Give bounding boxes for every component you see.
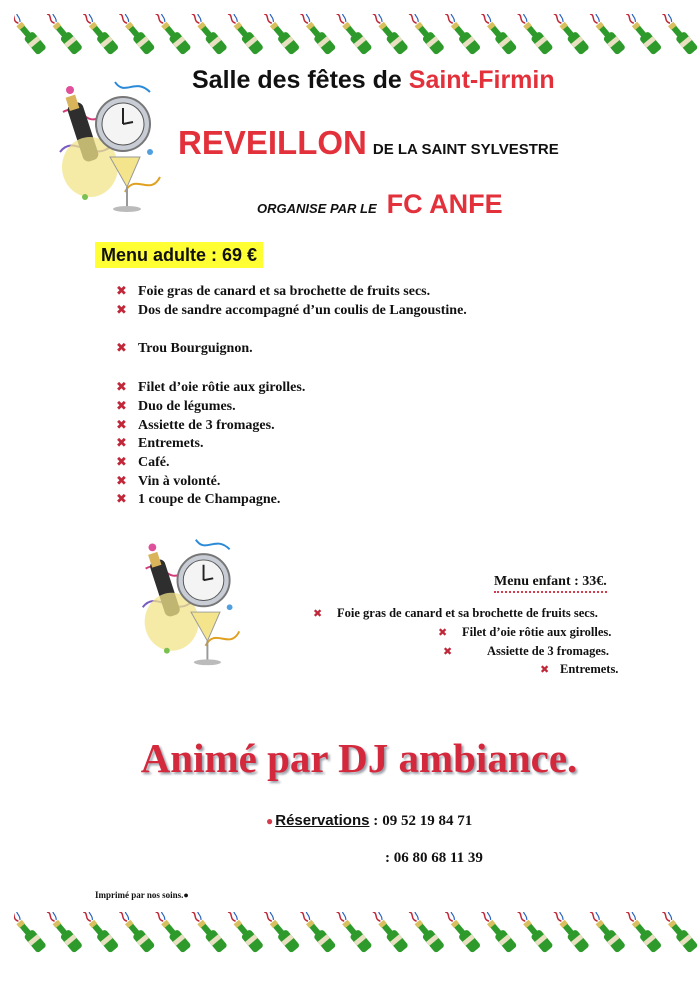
red-cross-icon: ✖ (116, 284, 127, 299)
champagne-bottle-icon (223, 14, 264, 55)
organizer-name: FC ANFE (386, 189, 503, 219)
child-menu-title: Menu enfant : 33€. (494, 574, 607, 593)
red-cross-icon: ✖ (116, 398, 127, 414)
red-cross-icon: ✖ (116, 380, 127, 396)
champagne-bottle-icon (585, 14, 626, 55)
champagne-bottle-icon (549, 912, 590, 953)
event-title-big: REVEILLON (178, 124, 367, 161)
champagne-bottle-icon (513, 14, 554, 55)
champagne-bottle-icon (585, 912, 626, 953)
list-item: ✖ Assiette de 3 fromages. (443, 644, 609, 658)
champagne-bottle-icon (79, 912, 120, 953)
champagne-bottle-icon (368, 912, 409, 953)
list-item: ✖ Foie gras de canard et sa brochette de fruits secs. (313, 606, 598, 620)
red-cross-icon: ✖ (116, 473, 127, 489)
champagne-bottle-icon (260, 912, 301, 953)
bullet-dot-icon: ● (266, 814, 274, 828)
champagne-bottle-icon (477, 14, 518, 55)
champagne-bottle-icon (42, 912, 83, 953)
champagne-bottle-icon-row (14, 14, 700, 60)
champagne-bottle-icon (477, 912, 518, 953)
top-bottle-border (14, 14, 700, 60)
list-item: ✖ Foie gras de canard et sa brochette de fruits secs. (116, 283, 467, 302)
red-cross-icon: ✖ (438, 626, 448, 639)
champagne-bottle-icon (115, 912, 156, 953)
list-gap (116, 359, 467, 379)
champagne-bottle-icon (658, 14, 699, 55)
champagne-clock-illustration (135, 530, 247, 670)
champagne-bottle-icon (658, 912, 699, 953)
footer-note-text: Imprimé par nos soins. (95, 890, 184, 900)
event-title-small: DE LA SAINT SYLVESTRE (372, 141, 559, 158)
champagne-bottle-icon (441, 14, 482, 55)
venue-prefix: Salle des fêtes de (192, 66, 402, 94)
list-item: ✖ 1 coupe de Champagne. (116, 491, 467, 510)
reservations-line (266, 812, 472, 830)
champagne-bottle-icon (14, 14, 48, 55)
event-title (178, 124, 559, 162)
list-item: ✖ Dos de sandre accompagné d’un coulis de Langoustine. (116, 302, 467, 321)
champagne-bottle-icon (404, 14, 445, 55)
champagne-bottle-icon (115, 14, 156, 55)
red-cross-icon: ✖ (540, 663, 550, 676)
venue-name: Saint-Firmin (408, 66, 555, 94)
champagne-bottle-icon (368, 14, 409, 55)
champagne-bottle-icon (187, 912, 228, 953)
champagne-bottle-icon (549, 14, 590, 55)
list-item: ✖ Entremets. (540, 662, 619, 676)
champagne-clock-illustration (55, 72, 165, 217)
entertainment-banner: Animé par DJ ambiance. (140, 735, 578, 781)
red-cross-icon: ✖ (116, 492, 127, 508)
red-cross-icon: ✖ (116, 341, 127, 357)
champagne-bottle-icon (260, 14, 301, 55)
champagne-bottle-icon (622, 912, 663, 953)
reservations-label: Réservations (275, 812, 370, 829)
list-item: ✖ Filet d’oie rôtie aux girolles. (116, 379, 467, 398)
champagne-bottle-icon (513, 912, 554, 953)
list-item: ✖ Trou Bourguignon. (116, 340, 467, 359)
champagne-clock-icon (55, 72, 165, 217)
red-cross-icon: ✖ (443, 645, 453, 658)
red-cross-icon: ✖ (313, 607, 323, 620)
champagne-bottle-icon (332, 14, 373, 55)
champagne-bottle-icon (151, 14, 192, 55)
champagne-bottle-icon (622, 14, 663, 55)
phone-number-2: : 06 80 68 11 39 (385, 850, 483, 866)
phone-number-1: 09 52 19 84 71 (382, 813, 473, 829)
champagne-bottle-icon (151, 912, 192, 953)
list-item: ✖ Entremets. (116, 435, 467, 454)
venue-line (192, 66, 652, 95)
champagne-bottle-icon (79, 14, 120, 55)
red-cross-icon: ✖ (116, 454, 127, 470)
champagne-bottle-icon (296, 14, 337, 55)
champagne-bottle-icon (14, 912, 48, 953)
list-item: ✖ Café. (116, 454, 467, 473)
champagne-clock-icon (135, 530, 247, 670)
bottom-bottle-border (14, 912, 700, 958)
adult-menu-title: Menu adulte : 69 € (95, 242, 263, 268)
champagne-bottle-icon (404, 912, 445, 953)
adult-menu-list (116, 283, 467, 510)
champagne-bottle-icon (223, 912, 264, 953)
champagne-bottle-icon (42, 14, 83, 55)
list-item: ✖ Filet d’oie rôtie aux girolles. (438, 625, 612, 639)
reservations-separator: : (373, 813, 379, 829)
red-cross-icon: ✖ (116, 417, 127, 433)
organizer-line (257, 189, 503, 220)
champagne-bottle-icon (332, 912, 373, 953)
footer-note (95, 890, 189, 900)
champagne-bottle-icon (296, 912, 337, 953)
list-item: ✖ Duo de légumes. (116, 398, 467, 417)
list-item: ✖ Vin à volonté. (116, 473, 467, 492)
champagne-bottle-icon (441, 912, 482, 953)
red-cross-icon: ✖ (116, 436, 127, 452)
bullet-dot-icon: ● (183, 890, 189, 900)
list-item: ✖ Assiette de 3 fromages. (116, 417, 467, 436)
list-gap (116, 320, 467, 340)
champagne-bottle-icon (187, 14, 228, 55)
champagne-bottle-icon-row (14, 912, 700, 958)
red-cross-icon: ✖ (116, 302, 127, 318)
organizer-prefix: ORGANISE PAR LE (257, 201, 377, 216)
